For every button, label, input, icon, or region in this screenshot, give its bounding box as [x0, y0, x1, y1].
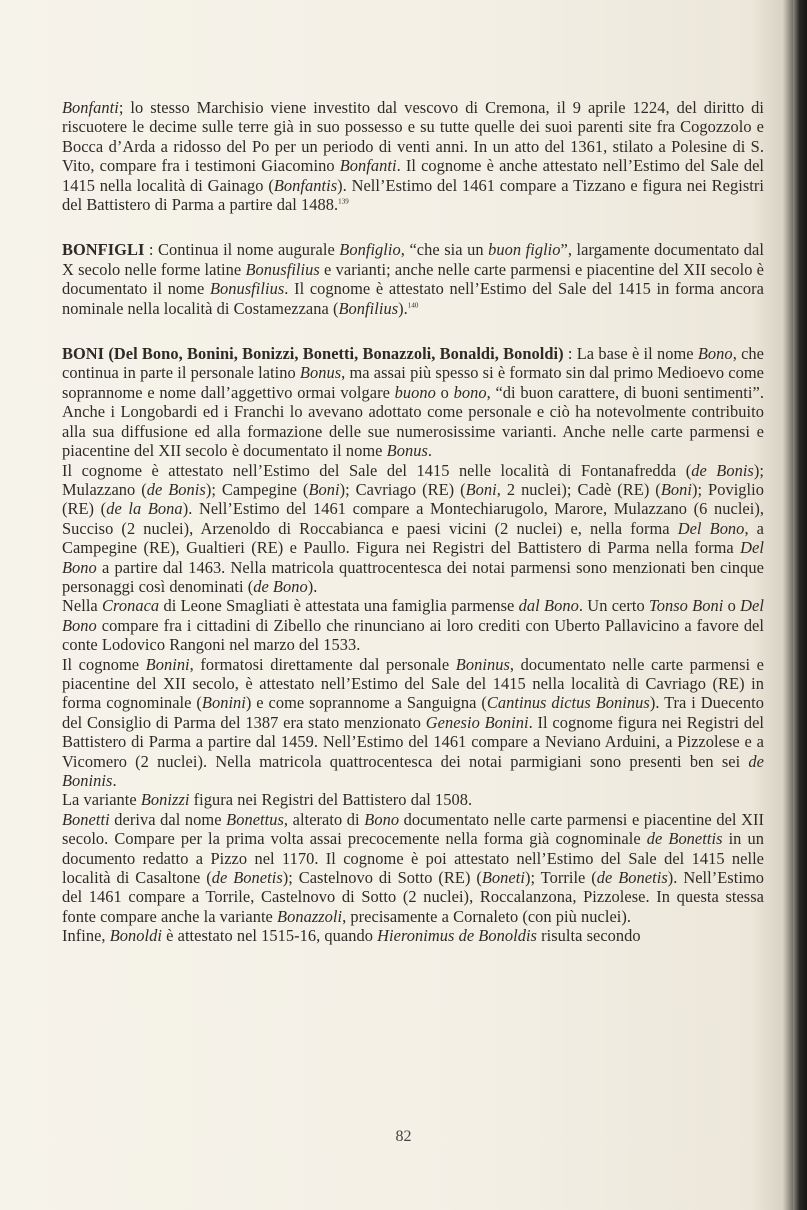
paragraph-gap: [62, 214, 764, 240]
text-run: , “che sia un: [400, 240, 489, 260]
text-run: o: [435, 382, 454, 402]
footnote-ref: 139: [338, 197, 349, 206]
italic-term: Bonettus: [226, 809, 284, 829]
text-run: . Un certo: [578, 596, 650, 616]
text-run: : Continua il nome augurale: [144, 240, 340, 260]
text-run: . Il cognome è anche attestato nell’Estimo del Sale del 1415 nella località di Gainago (: [62, 156, 764, 195]
text-run: , 2 nuclei); Cadè (RE) (: [496, 479, 661, 499]
text-run: , alterato di: [283, 809, 365, 829]
text-run: in un documento redatto a Pizzo nel 1170. Il cognome è poi attestato nell’Estimo del Sale del 1415 nelle località di Casaltone (: [62, 829, 764, 888]
italic-term: buono: [394, 382, 436, 402]
footnote-ref: 140: [407, 301, 419, 310]
text-run: , che continua in parte il personale latino: [62, 344, 764, 383]
italic-term: de Bonetis: [211, 868, 283, 888]
italic-term: Bono: [364, 809, 400, 829]
italic-term: Cantinus dictus Boninus: [486, 693, 650, 713]
italic-term: Hieronimus de Bonoldis: [377, 926, 537, 946]
entry-heading: BONI (Del Bono, Bonini, Bonizzi, Bonetti, Bonazzoli, Bonaldi, Bonoldi): [62, 344, 564, 364]
text-run: compare fra i cittadini di Zibello che rinunciano ai loro crediti con Uberto Pallavicino a favore del conte Lodovico Rangoni nel marzo del 1533.: [62, 615, 764, 655]
italic-term: Bonfantis: [273, 175, 338, 195]
italic-term: Cronaca: [102, 596, 160, 616]
text-run: ); Campegine (: [205, 479, 309, 499]
paragraph-boni-7: [62, 926, 764, 945]
text-run: La variante: [62, 790, 141, 810]
body-text: [62, 98, 764, 946]
text-run: risulta secondo: [536, 926, 641, 946]
italic-term: Bonfanti: [339, 156, 397, 176]
italic-term: buon figlio: [488, 240, 561, 260]
text-run: , ma assai più spesso si è formato sin dal primo Medioevo come soprannome e nome dall’aggettivo ormai volgare: [62, 363, 764, 402]
text-run: ). Tra i Duecento del Consiglio di Parma del 1387 era stato menzionato: [62, 693, 764, 732]
text-run: . Il cognome è attestato nell’Estimo del Sale del 1415 in forma ancora nominale nella località di Costamezzana (: [62, 279, 764, 318]
italic-term: Bonfiglio: [339, 240, 401, 260]
text-run: , formatosi direttamente dal personale: [189, 654, 456, 674]
italic-term: Bonazzoli: [277, 906, 343, 926]
italic-term: de Bonis: [691, 460, 754, 480]
text-run: ). Nell’Estimo del 1461 compare a Montechiarugolo, Marore, Mulazzano (6 nuclei), Succiso (2 nuclei), Arzenoldo di Roccabianca e paesi vicini (2 nuclei) e, nella forma: [62, 499, 765, 538]
italic-term: dal Bono: [518, 596, 579, 616]
text-run: .: [427, 441, 433, 461]
italic-term: de Bonetis: [596, 868, 668, 888]
italic-term: Bonfanti: [62, 98, 119, 117]
paragraph-bonfigli: [62, 240, 764, 318]
text-run: Il cognome è attestato nell’Estimo del Sale del 1415 nelle località di Fontanafredda (: [62, 460, 692, 480]
paragraph-boni-1: [62, 344, 764, 460]
italic-term: de Boninis: [62, 751, 764, 790]
italic-term: Boni: [465, 479, 497, 499]
italic-term: Bonetti: [62, 809, 110, 829]
italic-term: Boneti: [481, 868, 525, 888]
italic-term: Boni: [660, 479, 692, 499]
text-run: è attestato nel 1515-16, quando: [162, 926, 378, 946]
italic-term: Del Bono: [677, 518, 745, 538]
italic-term: bono: [453, 382, 487, 402]
page-number: 82: [395, 1128, 412, 1145]
italic-term: Genesio Bonini: [425, 712, 529, 732]
text-run: , “di buon carattere, di buoni sentimenti”. Anche i Longobardi ed i Franchi lo avevano adottato come personale e ciò ha notevolmente contribuito alla sua diffusione ed alla formazione delle sue numerosissime varianti. Anche nelle carte parmensi e piacentine del XII secolo è documentato il nome: [62, 382, 764, 461]
text-run: , a Campegine (RE), Gualtieri (RE) e Paullo. Figura nei Registri del Battistero di Parma nella forma: [62, 518, 765, 558]
text-run: a partire dal 1463. Nella matricola quattrocentesca dei notai parmensi sono menzionati ben cinque personaggi così denominati (: [62, 557, 764, 596]
text-run: ); Torrile (: [524, 868, 597, 888]
italic-term: Tonso Boni: [649, 596, 724, 616]
text-run: documentato nelle carte parmensi e piacentine del XII secolo. Compare per la prima volta assai precocemente nella forma già cognominale: [62, 809, 765, 849]
italic-term: Bonusfilius: [245, 259, 320, 279]
text-run: ); Castelnovo di Sotto (RE) (: [282, 868, 482, 888]
text-run: o: [723, 596, 741, 616]
text-run: e varianti; anche nelle carte parmensi e piacentine del XII secolo è documentato il nome: [62, 259, 765, 299]
text-run: . Il cognome figura nei Registri del Battistero di Parma a partire dal 1459. Nell’Estimo del 1461 compare a Neviano Arduini, a Pizzolese e a Vicomero (2 nuclei). Nella matricola quattrocentesca dei notai parmigiani sono presenti ben sei: [62, 712, 764, 771]
text-run: Infine,: [62, 926, 110, 946]
text-run: ). Nell’Estimo del 1461 compare a Tizzano e figura nei Registri del Battistero di Parma a partire dal 1488.: [62, 175, 764, 215]
book-spine-shadow: [793, 0, 807, 1210]
italic-term: Bonizzi: [140, 790, 190, 810]
italic-term: Bonoldi: [109, 926, 162, 946]
text-run: ).: [307, 576, 318, 596]
text-run: ); Poviglio (RE) (: [62, 479, 764, 519]
text-run: ) e come soprannome a Sanguigna (: [245, 693, 487, 713]
paragraph-bonfanti-cont: [62, 98, 764, 214]
italic-term: Del Bono: [62, 538, 764, 577]
italic-term: de Bonis: [146, 479, 206, 499]
paragraph-boni-3: [62, 596, 764, 654]
paragraph-boni-5: [62, 790, 764, 809]
italic-term: Bonini: [201, 693, 246, 713]
italic-term: de la Bona: [106, 499, 183, 519]
entry-heading: BONFIGLI: [62, 240, 145, 260]
italic-term: Boninus: [455, 654, 510, 674]
paragraph-boni-4: [62, 655, 764, 791]
italic-term: Bonus: [299, 363, 342, 383]
paragraph-boni-6: [62, 810, 764, 926]
text-run: Il cognome: [62, 654, 146, 674]
italic-term: Bonusfilius: [209, 279, 285, 299]
text-run: , documentato nelle carte parmensi e piacentine del XII secolo, è attestato nell’Estimo del Sale del 1415 nella località di Cavriago (RE) in forma cognominale (: [62, 654, 764, 713]
paragraph-gap: [62, 318, 764, 344]
text-run: ).: [398, 298, 408, 318]
text-run: ); Cavriago (RE) (: [339, 479, 466, 499]
text-run: figura nei Registri del Battistero dal 1508.: [189, 790, 473, 810]
italic-term: Del Bono: [62, 596, 764, 635]
text-run: , precisamente a Cornaleto (con più nuclei).: [342, 906, 632, 926]
italic-term: Boni: [308, 479, 340, 499]
text-run: ). Nell’Estimo del 1461 compare a Torrile, Castelnovo di Sotto (2 nuclei), Roccalanzona, Pizzolese. In questa stessa fonte compare anche la variante: [62, 868, 764, 926]
text-run: Nella: [62, 596, 103, 616]
italic-term: de Bonettis: [646, 829, 723, 849]
italic-term: de Bono: [253, 576, 308, 596]
italic-term: Bono: [697, 344, 733, 364]
text-run: di Leone Smagliati è attestata una famiglia parmense: [159, 596, 519, 616]
italic-term: Bonini: [145, 654, 190, 674]
text-run: .: [112, 771, 117, 790]
text-run: deriva dal nome: [109, 809, 227, 829]
paragraph-boni-2: [62, 461, 764, 597]
text-run: ); Mulazzano (: [62, 460, 764, 499]
text-run: ”, largamente documentato dal X secolo nelle forme latine: [62, 240, 764, 279]
italic-term: Bonfilius: [338, 298, 399, 318]
italic-term: Bonus: [386, 441, 428, 461]
text-run: ; lo stesso Marchisio viene investito dal vescovo di Cremona, il 9 aprile 1224, del diritto di riscuotere le decime sulle terre già in suo possesso e su tutte quelle dei suoi parenti site fra Cogozzolo e Bocca d’Arda a ridosso del Po per un periodo di venti anni. In un atto del 1361, stilato a Polesine di S. Vito, compare fra i testimoni Giacomino: [62, 98, 764, 176]
text-run: : La base è il nome: [563, 344, 698, 364]
